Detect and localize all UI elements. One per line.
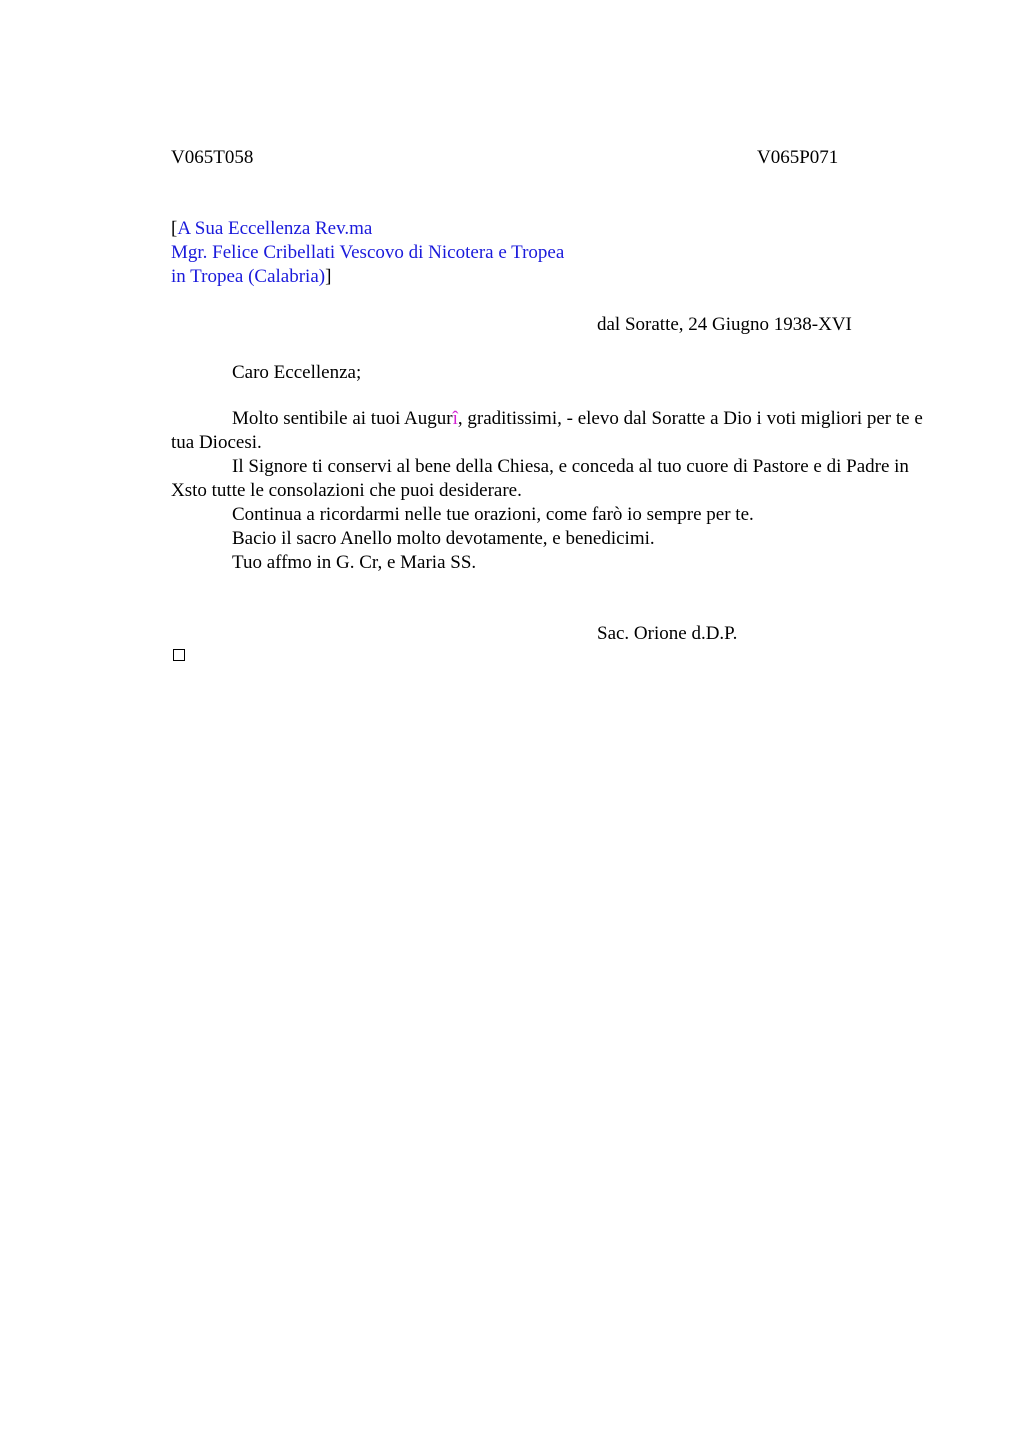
body-paragraph-4: Bacio il sacro Anello molto devotamente, e benedicimi. [232, 528, 655, 549]
document-code-right: V065P071 [757, 147, 839, 168]
empty-square-symbol [173, 649, 185, 661]
body-p1-end: , graditissimi, - elevo dal Soratte a Dio i voti migliori per te e tua Diocesi. [171, 408, 923, 453]
address-line-2: Mgr. Felice Cribellati Vescovo di Nicotera e Tropea [171, 242, 565, 263]
address-close-bracket: ] [325, 266, 332, 287]
body-paragraph-3: Continua a ricordarmi nelle tue orazioni, come farò io sempre per te. [232, 504, 754, 525]
address-line-1: A Sua Eccellenza Rev.ma [177, 218, 373, 239]
salutation: Caro Eccellenza; [232, 362, 362, 383]
date-line: dal Soratte, 24 Giugno 1938-XVI [597, 314, 852, 335]
recipient-address [171, 217, 564, 289]
signature: Sac. Orione d.D.P. [597, 623, 738, 644]
body-p1-highlight: î [452, 408, 458, 429]
body-paragraph-1 [171, 407, 931, 455]
document-code-left: V065T058 [171, 147, 254, 168]
address-open-bracket: [ [171, 218, 178, 239]
address-line-3: in Tropea (Calabria) [171, 266, 326, 287]
body-paragraph-2: Il Signore ti conservi al bene della Chiesa, e conceda al tuo cuore di Pastore e di Padre in Xsto tutte le consolazioni che puoi desiderare. [171, 456, 909, 501]
body-p1-start: Molto sentibile ai tuoi Augur [232, 408, 453, 429]
body-paragraph-5: Tuo affmo in G. Cr, e Maria SS. [232, 552, 477, 573]
